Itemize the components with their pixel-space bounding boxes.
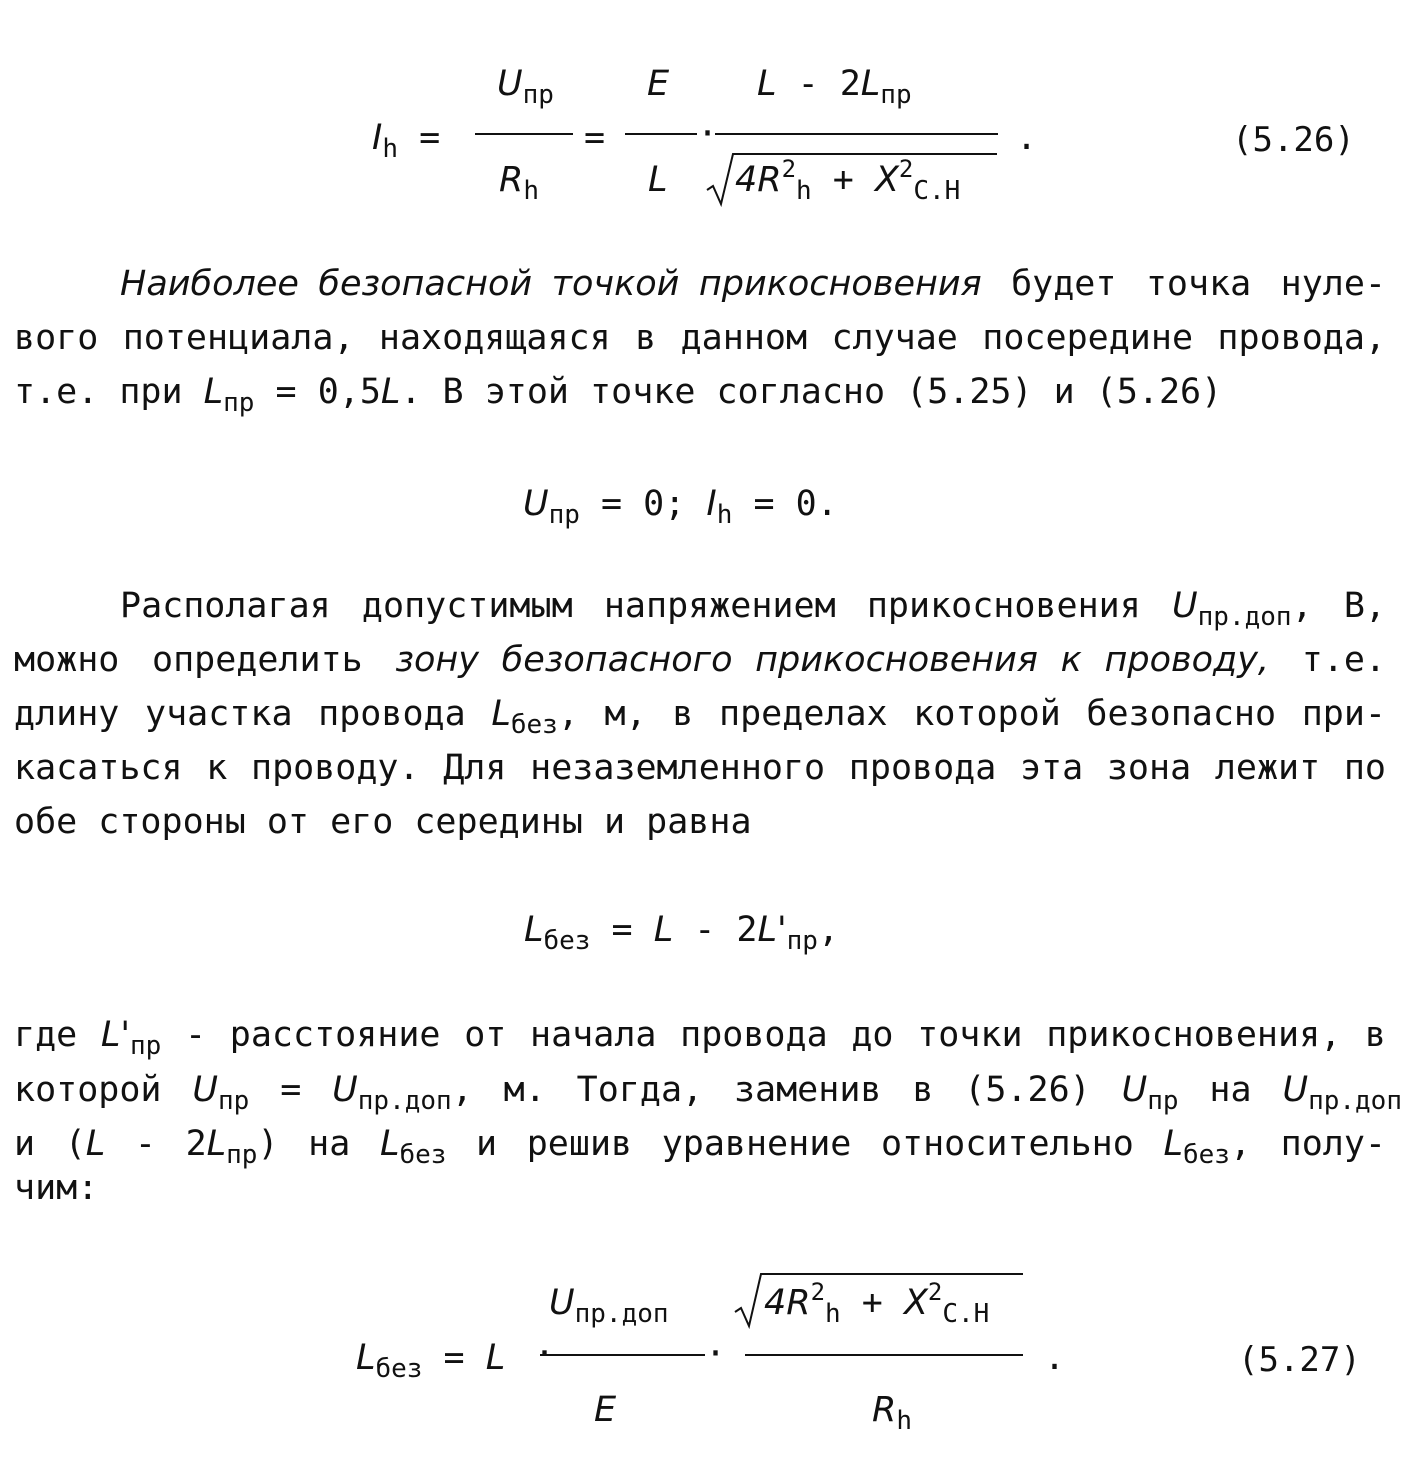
eq-5-27-period: . xyxy=(1044,1338,1066,1378)
eq-5-27-frac2-denominator: $R_h$ xyxy=(872,1390,912,1436)
fraction-bar xyxy=(745,1354,1023,1356)
text-line: обе стороны от его середины и равна xyxy=(14,802,752,842)
eq-5-26-frac3-numerator: L - $2L_{пр}$ xyxy=(757,64,912,110)
text-line: длину участка провода $L_{без}$, м, в пределах которой безопасно при- xyxy=(14,694,1386,740)
text-line: можно определить зону безопасного прикосновения к проводу, т.е. xyxy=(14,640,1386,680)
eq-5-26-period: . xyxy=(1016,118,1038,158)
eq-5-27-lhs: $L_{без} = L$ xyxy=(356,1338,506,1384)
multiplication-dot: · xyxy=(705,1334,727,1374)
fraction-bar xyxy=(625,133,697,135)
text-line: касаться к проводу. Для незаземленного провода эта зона лежит по xyxy=(14,748,1386,788)
eq-5-27-frac1-denominator: E xyxy=(594,1390,617,1430)
multiplication-dot: · xyxy=(697,114,719,154)
eq-5-26-frac1-numerator: $U_{пр}$ xyxy=(497,64,554,110)
eq-5-26-frac2-denominator: L xyxy=(648,160,668,200)
eq-5-26-lhs: $I_h$ = xyxy=(372,118,441,164)
text-line: которой $U_{пр} = U_{пр.доп}$, м. Тогда, заменив в (5.26) $U_{пр}$ на $U_{пр.доп}$ xyxy=(14,1070,1402,1116)
text-line: где $L'_{пр}$ - расстояние от начала провода до точки прикосновения, в xyxy=(14,1015,1386,1061)
text-line: Наиболее безопасной точкой прикосновения будет точка нуле- xyxy=(120,264,1386,304)
fraction-bar xyxy=(475,133,573,135)
text-line: вого потенциала, находящаяся в данном случае посередине провода, xyxy=(14,318,1386,358)
equation-safe-length: $L_{без} = L - 2L'_{пр}$, xyxy=(524,910,840,956)
text-line: чим: xyxy=(14,1168,99,1208)
eq-5-26-frac1-denominator: $R_h$ xyxy=(499,160,539,206)
equation-number: (5.26) xyxy=(1232,120,1355,160)
text-line: и $(L - 2L_{пр})$ на $L_{без}$ и решив уравнение относительно $L_{без}$, полу- xyxy=(14,1124,1386,1170)
eq-5-27-frac1-numerator: $U_{пр.доп}$ xyxy=(549,1283,669,1329)
eq-5-26-sqrt-content: $4R^2_h + X^2_{С.Н}$ xyxy=(735,155,961,206)
multiplication-dot: · xyxy=(534,1334,556,1374)
fraction-bar xyxy=(715,133,998,135)
fraction-bar xyxy=(540,1354,705,1356)
equation-zero-values: $U_{пр} = 0$; $I_h = 0$. xyxy=(523,484,838,530)
eq-5-26-frac2-numerator: E xyxy=(647,64,670,104)
eq-5-26-equals: = xyxy=(584,118,606,158)
text-line: т.е. при $L_{пр} = 0,5L$. В этой точке согласно (5.25) и (5.26) xyxy=(14,372,1223,418)
equation-number: (5.27) xyxy=(1238,1340,1361,1380)
text-line: Располагая допустимым напряжением прикосновения $U_{пр.доп}$, В, xyxy=(120,586,1386,632)
eq-5-27-sqrt-content: $4R^2_h + X^2_{С.Н}$ xyxy=(764,1278,990,1329)
